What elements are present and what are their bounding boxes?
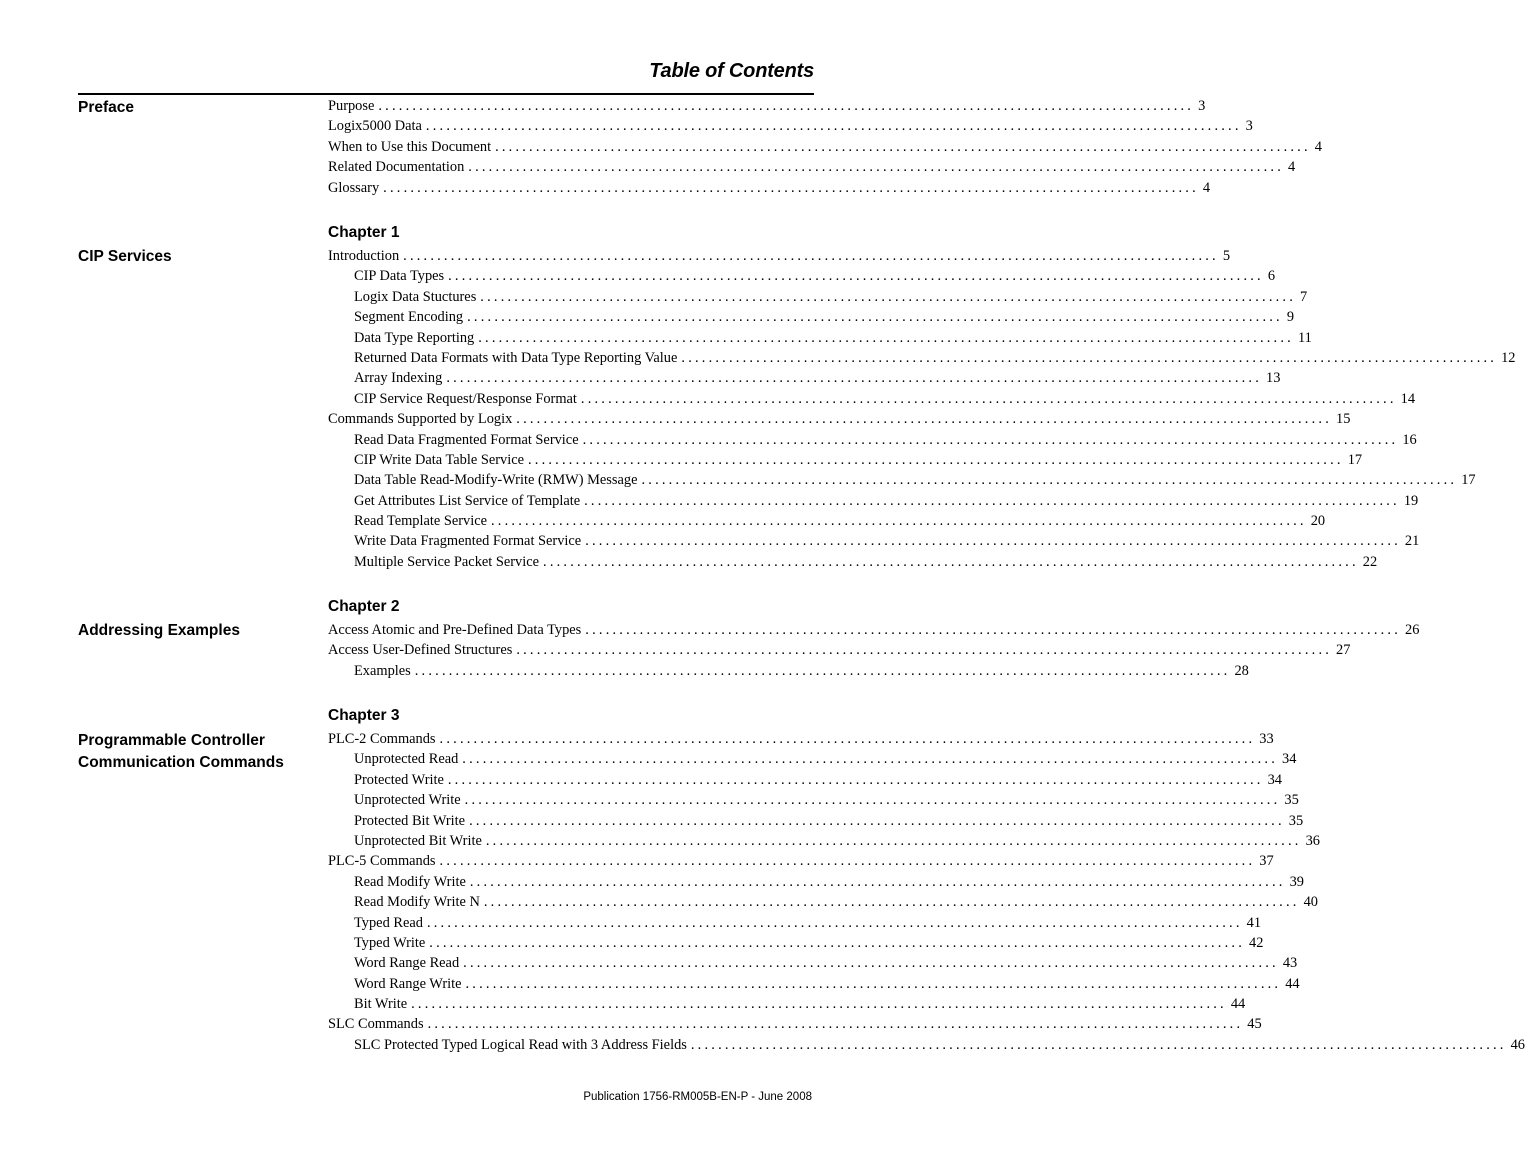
dot-leader: ........................................................................................................................ [580,390,1397,407]
dot-leader: ........................................................................................................................ [543,553,1359,570]
toc-entry[interactable] [328,751,1297,771]
dot-leader: ........................................................................................................................ [439,853,1256,870]
toc-entry[interactable] [328,914,1262,935]
chapter-2-toc-list [328,622,1420,683]
toc-entry-page-number: 11 [1297,329,1312,346]
toc-entry[interactable] [328,731,1274,751]
toc-entry[interactable] [328,349,1516,370]
toc-entry-page-number: 4 [1314,138,1322,155]
toc-entry[interactable] [328,138,1322,159]
toc-entry-page-number: 4 [1288,159,1296,176]
dot-leader: ........................................................................................................................ [483,894,1300,911]
toc-entry-title: Data Table Read-Modify-Write (RMW) Message [354,472,638,489]
toc-entry-title: Examples [354,662,411,679]
toc-entry[interactable] [328,268,1276,288]
toc-entry-page-number: 22 [1362,553,1378,570]
toc-entry-page-number: 12 [1501,349,1516,366]
toc-entry-page-number: 13 [1266,370,1281,387]
toc-entry[interactable] [328,533,1420,553]
dot-leader: ........................................................................................................................ [378,98,1195,114]
toc-entry-title: Related Documentation [328,159,465,176]
toc-entry[interactable] [328,309,1295,329]
dot-leader: ........................................................................................................................ [478,329,1294,346]
toc-entry-page-number: 17 [1347,451,1363,468]
dot-leader: ........................................................................................................................ [681,349,1498,366]
toc-entry[interactable] [328,812,1304,833]
toc-entry-page-number: 20 [1310,513,1326,530]
toc-entry-title: Logix Data Stuctures [354,288,477,305]
toc-entry-page-number: 34 [1267,771,1282,788]
dot-leader: ........................................................................................................................ [495,138,1311,155]
toc-entry-title: CIP Service Request/Response Format [354,390,577,407]
dot-leader: ........................................................................................................................ [491,513,1307,530]
toc-entry-title: SLC Protected Typed Logical Read with 3 Address Fields [354,1036,687,1053]
dot-leader: ........................................................................................................................ [414,662,1231,679]
toc-entry-page-number: 26 [1405,622,1420,638]
toc-entry-title: Word Range Read [354,955,460,972]
dot-leader: ........................................................................................................................ [585,622,1402,638]
toc-entry-title: Access User-Defined Structures [328,642,513,659]
toc-entry-title: Segment Encoding [354,309,464,326]
dot-leader: ........................................................................................................................ [383,179,1199,196]
toc-entry-page-number: 28 [1234,662,1249,679]
toc-entry-page-number: 43 [1282,955,1298,972]
toc-entry-page-number: 40 [1303,894,1318,911]
toc-entry[interactable] [328,955,1298,975]
toc-entry[interactable] [328,873,1304,894]
dot-leader: ........................................................................................................................ [429,934,1245,951]
dot-leader: ........................................................................................................................ [464,792,1281,809]
toc-entry-page-number: 7 [1300,288,1308,305]
toc-entry-title: Logix5000 Data [328,118,422,135]
toc-entry[interactable] [328,553,1378,574]
toc-entry-title: Introduction [328,248,400,264]
toc-entry-page-number: 45 [1247,1016,1262,1033]
toc-entry[interactable] [328,472,1476,492]
dot-leader: ........................................................................................................................ [411,996,1227,1013]
dot-leader: ........................................................................................................................ [485,832,1302,849]
toc-entry[interactable] [328,179,1211,200]
toc-entry-page-number: 3 [1198,98,1206,114]
toc-entry-title: Bit Write [354,996,408,1013]
chapter-3-heading [78,730,298,774]
toc-entry-title: Word Range Write [354,975,462,992]
dot-leader: ........................................................................................................................ [425,118,1242,135]
toc-entry-page-number: 21 [1404,533,1420,550]
dot-leader: ........................................................................................................................ [584,492,1400,509]
toc-entry-page-number: 3 [1245,118,1253,135]
toc-entry[interactable] [328,832,1320,853]
dot-leader: ........................................................................................................................ [447,771,1264,788]
toc-entry-page-number: 34 [1282,751,1297,768]
toc-entry-page-number: 42 [1249,934,1264,951]
chapter-2-heading: Addressing Examples [78,622,240,639]
toc-entry-page-number: 5 [1222,248,1231,264]
toc-entry-title: Array Indexing [354,370,443,387]
toc-entry-title: When to Use this Document [328,138,492,155]
toc-entry[interactable] [328,662,1249,683]
toc-entry[interactable] [328,370,1281,390]
toc-entry-title: Write Data Fragmented Format Service [354,533,582,550]
dot-leader: ........................................................................................................................ [480,288,1297,305]
dot-leader: ........................................................................................................................ [516,411,1332,428]
dot-leader: ........................................................................................................................ [516,642,1333,659]
toc-entry-page-number: 14 [1400,390,1416,407]
toc-entry-title: CIP Data Types [354,268,445,285]
toc-entry-title: PLC-5 Commands [328,853,436,870]
publication-footer: Publication 1756-RM005B-EN-P - June 2008 [583,1091,812,1103]
toc-entry-page-number: 37 [1259,853,1274,870]
dot-leader: ........................................................................................................................ [463,955,1279,972]
dot-leader: ........................................................................................................................ [467,309,1283,326]
title-rule [78,93,814,95]
chapter-2-label: Chapter 2 [328,598,400,615]
toc-entry-title: Access Atomic and Pre-Defined Data Types [328,622,582,638]
toc-entry-title: Commands Supported by Logix [328,411,513,428]
dot-leader: ........................................................................................................................ [690,1036,1507,1053]
toc-entry-page-number: 6 [1267,268,1276,285]
toc-entry-page-number: 33 [1259,731,1274,747]
dot-leader: ........................................................................................................................ [527,451,1344,468]
toc-entry-page-number: 27 [1336,642,1351,659]
toc-entry[interactable] [328,431,1417,452]
toc-entry[interactable] [328,1016,1262,1036]
toc-entry-title: Purpose [328,98,375,114]
toc-entry-title: CIP Write Data Table Service [354,451,524,468]
toc-entry[interactable] [328,792,1299,812]
toc-entry[interactable] [328,975,1300,996]
toc-entry-title: Typed Write [354,934,426,951]
toc-entry[interactable] [328,159,1296,179]
toc-entry-title: SLC Commands [328,1016,424,1033]
toc-entry-title: Unprotected Bit Write [354,832,482,849]
toc-entry[interactable] [328,411,1351,431]
toc-entry[interactable] [328,288,1308,309]
toc-entry[interactable] [328,894,1318,914]
preface-heading: Preface [78,99,135,116]
toc-entry[interactable] [328,451,1363,472]
chapter-3-toc-list [328,731,1525,1057]
chapter-3-label: Chapter 3 [328,707,400,724]
toc-entry-page-number: 46 [1510,1036,1525,1053]
toc-entry[interactable] [328,98,1206,118]
toc-entry-title: Data Type Reporting [354,329,475,346]
toc-entry-page-number: 39 [1289,873,1304,890]
toc-entry[interactable] [328,771,1282,792]
toc-entry[interactable] [328,248,1231,268]
chapter-1-heading: CIP Services [78,248,172,265]
page-title: Table of Contents [649,60,814,82]
toc-entry-title: Protected Bit Write [354,812,466,829]
toc-entry[interactable] [328,996,1246,1016]
chapter-1-toc-list [328,248,1516,574]
toc-entry-title: Unprotected Write [354,792,461,809]
preface-toc-list [328,98,1322,200]
dot-leader: ........................................................................................................................ [468,159,1284,176]
toc-entry-page-number: 17 [1461,472,1476,489]
toc-entry-title: Read Modify Write [354,873,466,890]
dot-leader: ........................................................................................................................ [403,248,1219,264]
dot-leader: ........................................................................................................................ [427,1016,1244,1033]
chapter-3-heading-line-2: Communication Commands [78,754,284,771]
toc-entry-page-number: 9 [1286,309,1295,326]
toc-entry-page-number: 36 [1305,832,1320,849]
toc-entry-page-number: 16 [1402,431,1417,448]
toc-entry-title: Read Modify Write N [354,894,480,911]
toc-entry-title: Glossary [328,179,380,196]
toc-entry[interactable] [328,118,1253,138]
toc-entry[interactable] [328,853,1274,873]
toc-entry-page-number: 44 [1230,996,1246,1013]
toc-entry[interactable] [328,329,1312,350]
toc-entry-title: Protected Write [354,771,444,788]
toc-entry[interactable] [328,390,1416,411]
toc-entry-page-number: 35 [1284,792,1299,809]
toc-entry-title: Typed Read [354,914,423,931]
toc-entry-title: Read Template Service [354,513,487,530]
toc-entry[interactable] [328,934,1264,955]
dot-leader: ........................................................................................................................ [446,370,1263,387]
dot-leader: ........................................................................................................................ [426,914,1243,931]
chapter-3-heading-line-1: Programmable Controller [78,732,265,749]
chapter-1-label: Chapter 1 [328,224,400,241]
toc-entry-page-number: 41 [1246,914,1262,931]
toc-entry[interactable] [328,513,1326,533]
toc-entry-page-number: 44 [1285,975,1300,992]
toc-entry[interactable] [328,1036,1525,1057]
dot-leader: ........................................................................................................................ [641,472,1458,489]
toc-entry[interactable] [328,492,1419,513]
dot-leader: ........................................................................................................................ [439,731,1256,747]
dot-leader: ........................................................................................................................ [448,268,1264,285]
toc-entry-title: Get Attributes List Service of Template [354,492,581,509]
toc-entry-page-number: 4 [1202,179,1211,196]
dot-leader: ........................................................................................................................ [469,812,1285,829]
toc-entry-title: Multiple Service Packet Service [354,553,540,570]
toc-entry-page-number: 35 [1288,812,1304,829]
toc-entry-title: Returned Data Formats with Data Type Reporting Value [354,349,678,366]
dot-leader: ........................................................................................................................ [469,873,1286,890]
toc-entry-page-number: 19 [1403,492,1419,509]
toc-entry-page-number: 15 [1336,411,1351,428]
toc-entry-title: PLC-2 Commands [328,731,436,747]
dot-leader: ........................................................................................................................ [465,975,1282,992]
toc-entry[interactable] [328,642,1351,662]
dot-leader: ........................................................................................................................ [585,533,1401,550]
dot-leader: ........................................................................................................................ [462,751,1279,768]
toc-entry[interactable] [328,622,1420,642]
toc-entry-title: Unprotected Read [354,751,459,768]
dot-leader: ........................................................................................................................ [582,431,1399,448]
toc-entry-title: Read Data Fragmented Format Service [354,431,579,448]
